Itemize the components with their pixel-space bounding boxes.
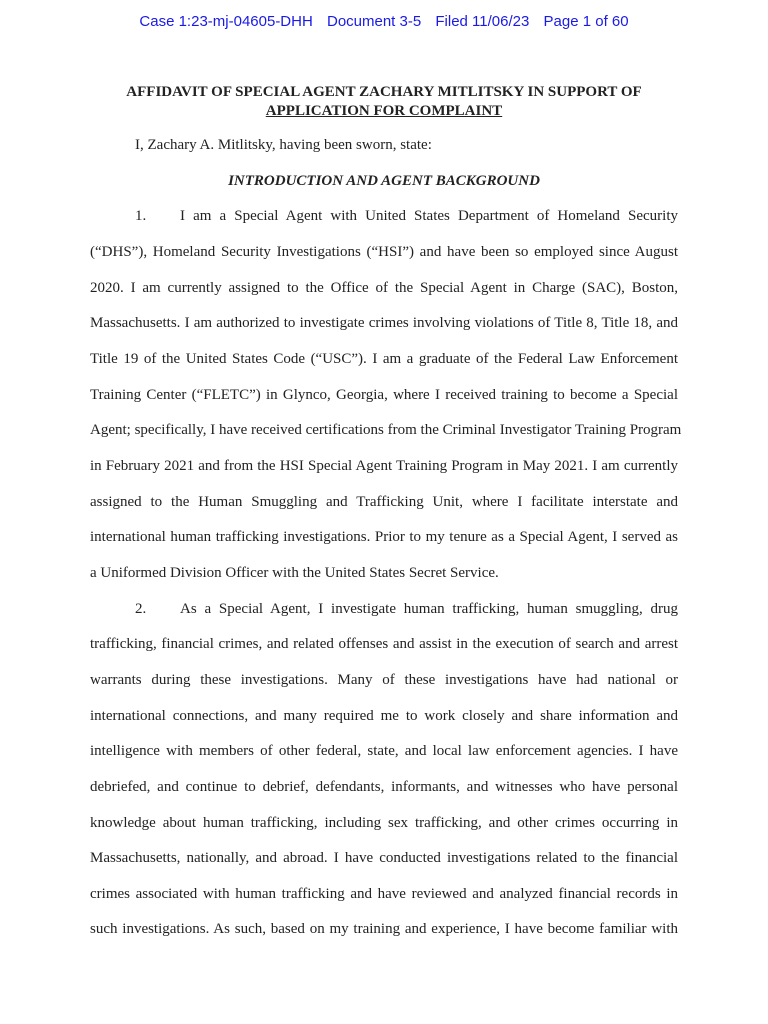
paragraph-1-line-2: (“DHS”), Homeland Security Investigations (“HSI”) and have been so employed since August [90,244,678,260]
document-title [90,83,678,121]
page-indicator: Page 1 of 60 [543,13,629,30]
filed-date: Filed 11/06/23 [435,13,530,30]
paragraph-1-line-6: Training Center (“FLETC”) in Glynco, Georgia, where I received training to become a Special [90,387,678,403]
paragraph-1-line-9: assigned to the Human Smuggling and Trafficking Unit, where I facilitate interstate and [90,494,678,510]
paragraph-1-line-5: Title 19 of the United States Code (“USC”). I am a graduate of the Federal Law Enforcement [90,351,678,367]
paragraph-2-line-10: such investigations. As such, based on my training and experience, I have become familiar with [90,921,678,937]
title-line-2: APPLICATION FOR COMPLAINT [265,103,503,119]
paragraph-2-line-8: Massachusetts, nationally, and abroad. I have conducted investigations related to the financial [90,850,678,866]
paragraph-2-line-7: knowledge about human trafficking, including sex trafficking, and other crimes occurring in [90,815,678,831]
paragraph-number: 2. [135,601,147,617]
paragraph-1-line-11: a Uniformed Division Officer with the United States Secret Service. [90,565,499,581]
paragraph-number: 1. [135,208,147,224]
paragraph-2-line-9: crimes associated with human trafficking and have reviewed and analyzed financial records in [90,886,678,902]
paragraph-2-line-5: intelligence with members of other federal, state, and local law enforcement agencies. I have [90,743,678,759]
paragraph-2-line-4: international connections, and many required me to work closely and share information and [90,708,678,724]
paragraph-1-line-8: in February 2021 and from the HSI Special Agent Training Program in May 2021. I am currently [90,458,678,474]
paragraph-2-line-2: trafficking, financial crimes, and related offenses and assist in the execution of search and arrest [90,636,678,652]
paragraph-2-line-1: 2. As a Special Agent, I investigate human trafficking, human smuggling, drug [135,601,678,617]
paragraph-1-line-4: Massachusetts. I am authorized to investigate crimes involving violations of Title 8, Title 18, and [90,315,678,331]
paragraph-2-line-6: debriefed, and continue to debrief, defendants, informants, and witnesses who have personal [90,779,678,795]
paragraph-1-line-7: Agent; specifically, I have received certifications from the Criminal Investigator Training Program [90,422,682,438]
title-line-1: AFFIDAVIT OF SPECIAL AGENT ZACHARY MITLITSKY IN SUPPORT OF [126,84,642,100]
section-heading: INTRODUCTION AND AGENT BACKGROUND [228,173,540,189]
document-number: Document 3-5 [326,13,422,30]
ecf-header [0,13,768,30]
paragraph-1-line-1: 1. I am a Special Agent with United States Department of Homeland Security [135,208,678,224]
paragraph-2-line-3: warrants during these investigations. Many of these investigations have had national or [90,672,678,688]
paragraph-1-line-3: 2020. I am currently assigned to the Office of the Special Agent in Charge (SAC), Boston, [90,280,678,296]
intro-statement: I, Zachary A. Mitlitsky, having been sworn, state: [135,137,432,153]
case-number: Case 1:23-mj-04605-DHH [139,13,313,30]
paragraph-1-line-10: international human trafficking investigations. Prior to my tenure as a Special Agent, I served as [90,529,678,545]
